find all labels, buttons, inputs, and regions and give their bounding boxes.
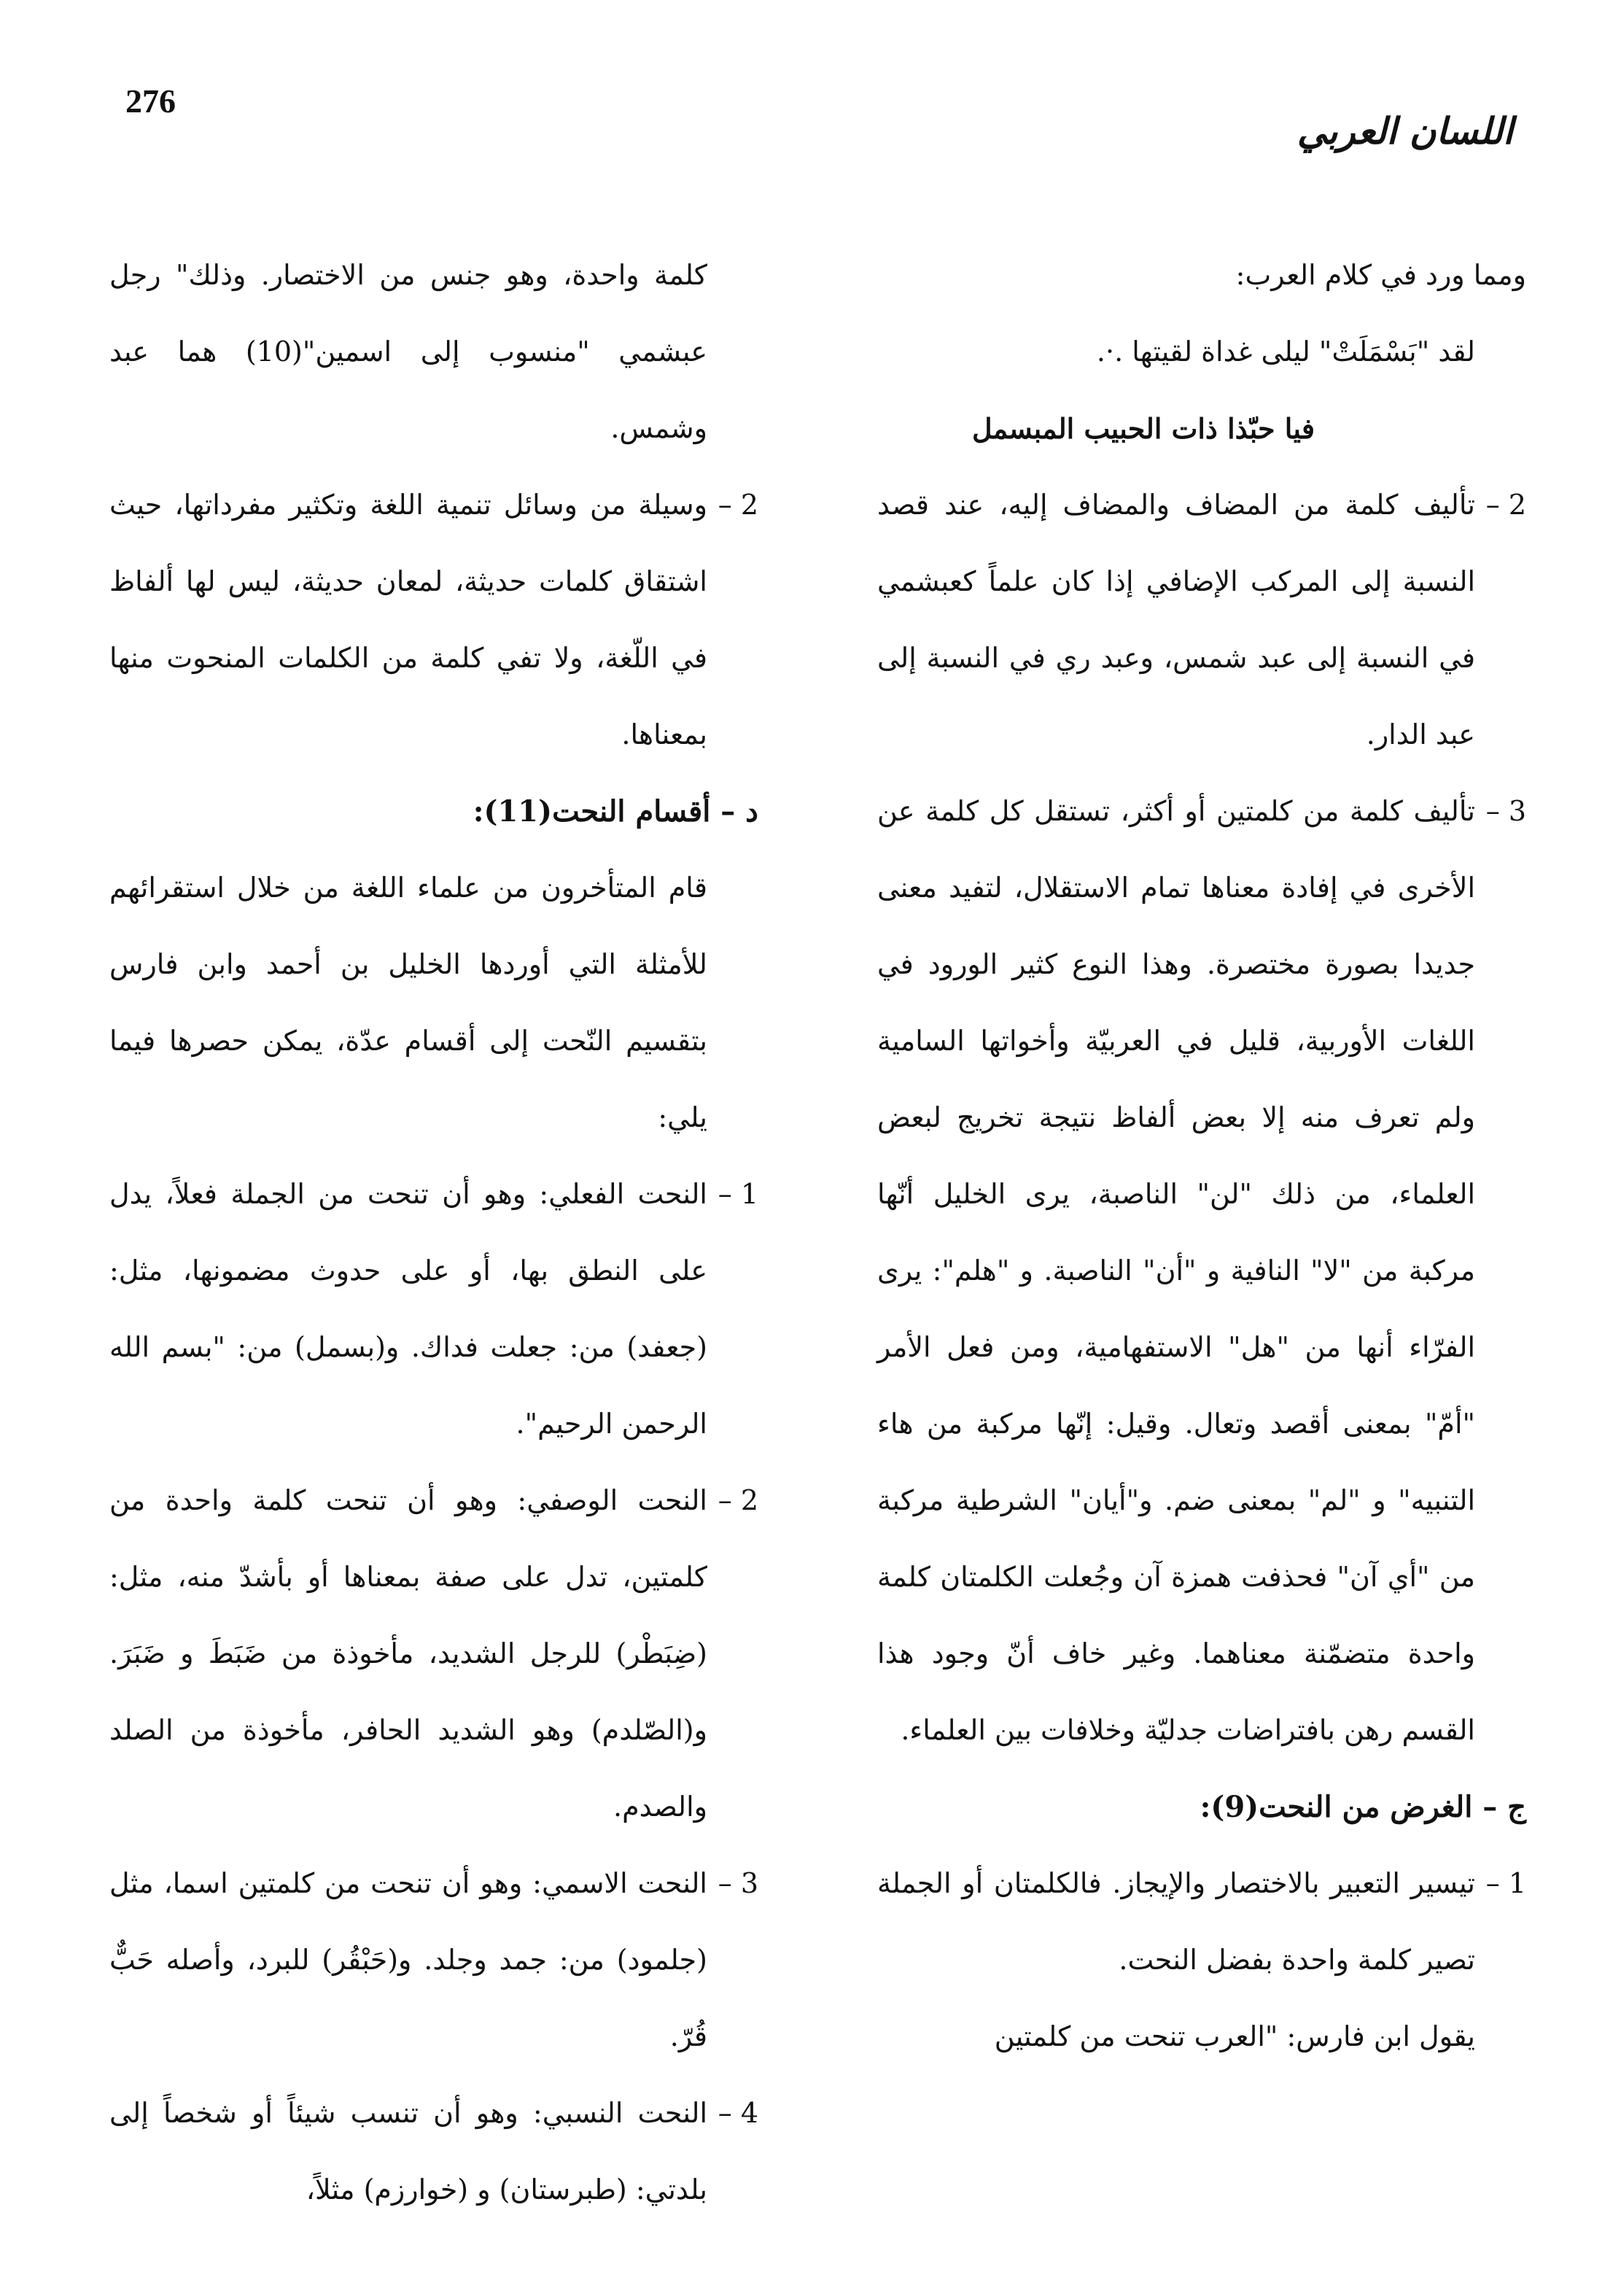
item-number: 1 – [718, 1178, 758, 1210]
intro-line: ومما ورد في كلام العرب: [1235, 259, 1526, 291]
right-column [877, 237, 1526, 2075]
quote-start: يقول ابن فارس: "العرب تنحت من كلمتين [994, 2020, 1475, 2052]
item-text: النحت الاسمي: وهو أن تنحت من كلمتين اسما، مثل (جلمود) من: جمد وجلد. و(حَبْقُر) للبرد، وأصله حَبٌّ قُرّ. [109, 1867, 707, 2052]
item-text: النحت الفعلي: وهو أن تنحت من الجملة فعلاً، يدل على النطق بها، أو على حدوث مضمونها، مثل: (جعفد) من: جعلت فداك. و(بسمل) من: "بسم الله الرحمن الرحيم". [109, 1178, 707, 1440]
list-item [109, 1462, 758, 1845]
item-text: تأليف كلمة من المضاف والمضاف إليه، عند قصد النسبة إلى المركب الإضافي إذا كان علماً كعبشمي في النسبة إلى عبد شمس، وعبد ري في النسبة إلى عبد الدار. [877, 489, 1475, 751]
item-text: النحت النسبي: وهو أن تنسب شيئاً أو شخصاً إلى بلدتي: (طبرستان) و (خوارزم) مثلاً، [109, 2097, 707, 2206]
list-item [109, 1845, 758, 2075]
list-item [109, 1156, 758, 1462]
item-number: 3 – [1485, 795, 1526, 827]
section-intro: قام المتأخرون من علماء اللغة من خلال استقرائهم للأمثلة التي أوردها الخليل بن أحمد وابن فارس بتقسيم النّحت إلى أقسام عدّة، يمكن حصرها فيما يلي: [109, 872, 707, 1133]
verse-line-2: فيا حبّذا ذات الحبيب المبسمل [972, 412, 1315, 445]
left-column [109, 237, 758, 2228]
page-number: 276 [125, 82, 176, 120]
item-number: 1 – [1485, 1867, 1526, 1899]
list-item [109, 2075, 758, 2228]
journal-title: اللسان العربي [1297, 109, 1513, 152]
item-text: تأليف كلمة من كلمتين أو أكثر، تستقل كل كلمة عن الأخرى في إفادة معناها تمام الاستقلال، لتفيد معنى جديدا بصورة مختصرة. وهذا النوع كثير الورود في اللغات الأوربية، قليل في العربيّة وأخواتها السامية ولم تعرف منه إلا بعض ألفاظ نتيجة تخريج لبعض العلماء، من ذلك "لن" الناصبة، يرى الخليل أنّها مركبة من "لا" النافية و "أن" الناصبة. و "هلم": يرى الفرّاء أنها من "هل" الاستفهامية، ومن فعل الأمر "أمّ" بمعنى أقصد وتعال. وقيل: إنّها مركبة من هاء التنبيه" و "لم" بمعنى ضم. و"أيان" الشرطية مركبة من "أي آن" فحذفت همزة آن وجُعلت الكلمتان كلمة واحدة متضمّنة معناهما. وغير خاف أنّ وجود هذا القسم رهن بافتراضات جدليّة وخلافات بين العلماء. [877, 795, 1475, 1746]
item-text: وسيلة من وسائل تنمية اللغة وتكثير مفرداتها، حيث اشتقاق كلمات حديثة، لمعان حديثة، ليس لها ألفاظ في اللّغة، ولا تفي كلمة من الكلمات المنحوت منها بمعناها. [109, 489, 707, 751]
item-text: تيسير التعبير بالاختصار والإيجاز. فالكلمتان أو الجملة تصير كلمة واحدة بفضل النحت. [877, 1867, 1475, 1976]
quote-continuation: كلمة واحدة، وهو جنس من الاختصار. وذلك" رجل عبشمي "منسوب إلى اسمين"(10) هما عبد وشمس. [109, 259, 707, 444]
item-number: 2 – [1485, 489, 1526, 521]
item-text: النحت الوصفي: وهو أن تنحت كلمة واحدة من كلمتين، تدل على صفة بمعناها أو بأشدّ منه، مثل: (ضِبَطْر) للرجل الشديد، مأخوذة من ضَبَطَ و ضَبَرَ. و(الصّلدم) وهو الشديد الحافر، مأخوذة من الصلد والصدم. [109, 1484, 707, 1823]
section-heading: ج – الغرض من النحت(9): [1200, 1790, 1526, 1824]
item-number: 2 – [718, 489, 758, 521]
list-item [877, 467, 1526, 773]
item-number: 2 – [718, 1484, 758, 1516]
list-item [109, 467, 758, 773]
section-heading: د – أقسام النحت(11): [473, 794, 758, 829]
list-item [877, 773, 1526, 1769]
list-item [877, 1845, 1526, 1998]
item-number: 3 – [718, 1867, 758, 1899]
item-number: 4 – [718, 2097, 758, 2129]
verse-line-1: لقد "بَسْمَلَتْ" ليلى غداة لقيتها .·. [1096, 336, 1475, 368]
